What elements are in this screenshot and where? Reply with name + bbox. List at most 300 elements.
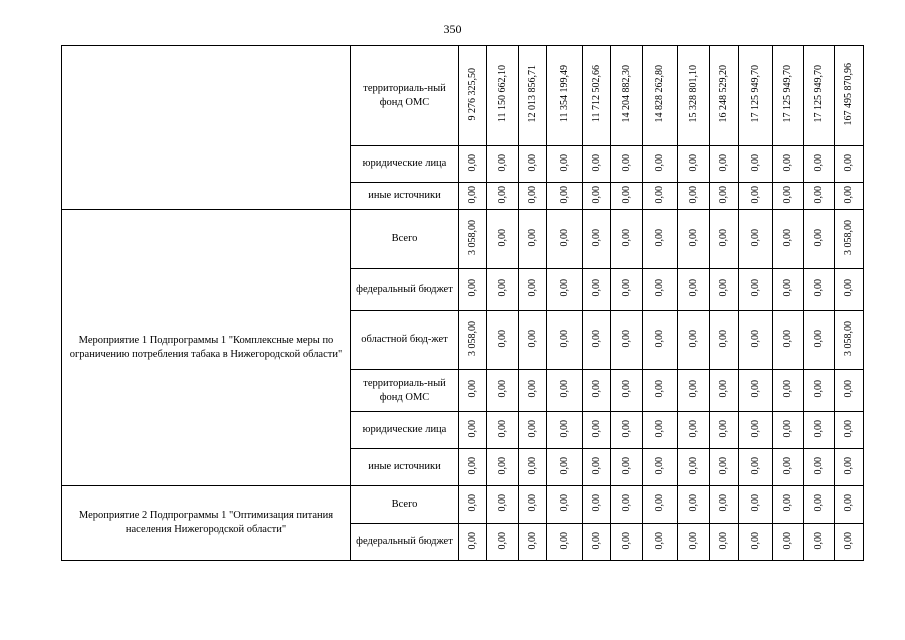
value-cell bbox=[611, 370, 643, 412]
value-text: 0,00 bbox=[526, 228, 538, 247]
value-cell bbox=[835, 210, 864, 269]
value-text: 0,00 bbox=[620, 494, 632, 512]
value-text: 0,00 bbox=[654, 380, 665, 398]
value-cell bbox=[487, 210, 519, 269]
value-cell bbox=[583, 46, 611, 146]
value-cell bbox=[487, 412, 519, 449]
value-cell bbox=[710, 524, 739, 561]
value-text: 0,00 bbox=[718, 456, 729, 475]
value-cell bbox=[804, 146, 835, 183]
value-cell bbox=[487, 269, 519, 311]
value-cell bbox=[804, 311, 835, 370]
value-text: 0,00 bbox=[590, 494, 602, 512]
funding-source-cell: юридические лица bbox=[351, 146, 459, 183]
value-text: 0,00 bbox=[813, 279, 824, 297]
value-cell bbox=[583, 210, 611, 269]
value-cell bbox=[773, 449, 804, 486]
value-cell bbox=[643, 486, 678, 524]
funding-source-cell: территориаль-ный фонд ОМС bbox=[351, 46, 459, 146]
funding-source-cell: областной бюд-жет bbox=[351, 311, 459, 370]
value-text: 0,00 bbox=[749, 456, 761, 475]
value-cell bbox=[611, 183, 643, 210]
value-text: 0,00 bbox=[782, 185, 793, 204]
value-cell bbox=[459, 412, 487, 449]
value-text: 0,00 bbox=[687, 185, 699, 204]
value-text: 167 495 870,96 bbox=[843, 62, 854, 126]
value-cell bbox=[611, 486, 643, 524]
value-text: 0,00 bbox=[590, 531, 602, 550]
value-text: 3 058,00 bbox=[843, 220, 854, 255]
value-cell bbox=[643, 183, 678, 210]
value-text: 0,00 bbox=[654, 329, 665, 348]
value-text: 11 150 662,10 bbox=[496, 65, 508, 123]
measure-name-cell: Мероприятие 1 Подпрограммы 1 "Комплексные меры по ограничению потребления табака в Нижегородской области" bbox=[62, 210, 351, 486]
value-cell bbox=[547, 524, 583, 561]
value-text: 0,00 bbox=[749, 531, 761, 550]
value-cell bbox=[804, 524, 835, 561]
value-cell bbox=[835, 183, 864, 210]
value-cell bbox=[739, 311, 773, 370]
value-cell bbox=[804, 486, 835, 524]
value-cell bbox=[547, 449, 583, 486]
value-cell bbox=[583, 524, 611, 561]
value-text: 0,00 bbox=[558, 494, 570, 512]
value-cell bbox=[835, 370, 864, 412]
value-text: 0,00 bbox=[749, 228, 761, 247]
value-text: 0,00 bbox=[466, 380, 478, 398]
budget-table bbox=[61, 45, 864, 561]
value-text: 0,00 bbox=[496, 279, 508, 297]
funding-source-cell: иные источники bbox=[351, 449, 459, 486]
value-cell bbox=[773, 146, 804, 183]
value-text: 0,00 bbox=[782, 153, 793, 172]
value-text: 0,00 bbox=[843, 456, 854, 475]
value-cell bbox=[547, 210, 583, 269]
value-cell bbox=[643, 311, 678, 370]
value-cell bbox=[459, 370, 487, 412]
value-text: 0,00 bbox=[782, 494, 793, 512]
value-cell bbox=[519, 449, 547, 486]
value-text: 0,00 bbox=[749, 494, 761, 512]
value-cell bbox=[678, 210, 710, 269]
value-text: 0,00 bbox=[813, 329, 824, 348]
value-cell bbox=[739, 146, 773, 183]
value-cell bbox=[547, 183, 583, 210]
value-cell bbox=[739, 412, 773, 449]
value-text: 0,00 bbox=[496, 456, 508, 475]
value-text: 0,00 bbox=[782, 279, 793, 297]
value-text: 0,00 bbox=[749, 380, 761, 398]
value-cell bbox=[487, 486, 519, 524]
value-text: 16 248 529,20 bbox=[718, 65, 729, 123]
value-cell bbox=[643, 210, 678, 269]
value-cell bbox=[773, 210, 804, 269]
value-cell bbox=[519, 486, 547, 524]
value-cell bbox=[459, 449, 487, 486]
funding-source-cell: Всего bbox=[351, 486, 459, 524]
value-text: 0,00 bbox=[590, 228, 602, 247]
value-text: 0,00 bbox=[718, 279, 729, 297]
value-text: 0,00 bbox=[843, 419, 854, 438]
value-text: 3 058,00 bbox=[466, 220, 478, 255]
value-cell bbox=[519, 46, 547, 146]
value-cell bbox=[519, 311, 547, 370]
table-row bbox=[62, 486, 864, 524]
value-cell bbox=[773, 183, 804, 210]
value-cell bbox=[459, 486, 487, 524]
value-text: 0,00 bbox=[654, 185, 665, 204]
value-cell bbox=[710, 183, 739, 210]
value-text: 0,00 bbox=[590, 279, 602, 297]
value-cell bbox=[804, 370, 835, 412]
value-text: 0,00 bbox=[466, 419, 478, 438]
value-text: 17 125 949,70 bbox=[749, 65, 761, 123]
value-text: 0,00 bbox=[843, 153, 854, 172]
value-text: 0,00 bbox=[687, 494, 699, 512]
value-text: 17 125 949,70 bbox=[782, 65, 793, 123]
value-cell bbox=[804, 46, 835, 146]
value-cell bbox=[583, 269, 611, 311]
value-text: 0,00 bbox=[718, 419, 729, 438]
value-text: 0,00 bbox=[687, 153, 699, 172]
value-cell bbox=[710, 46, 739, 146]
value-cell bbox=[710, 449, 739, 486]
value-cell bbox=[487, 46, 519, 146]
value-cell bbox=[487, 183, 519, 210]
value-text: 0,00 bbox=[466, 279, 478, 297]
value-text: 0,00 bbox=[813, 494, 824, 512]
value-text: 0,00 bbox=[687, 531, 699, 550]
value-cell bbox=[611, 146, 643, 183]
value-cell bbox=[547, 370, 583, 412]
value-cell bbox=[611, 46, 643, 146]
value-text: 11 354 199,49 bbox=[558, 65, 570, 123]
value-cell bbox=[678, 311, 710, 370]
value-text: 0,00 bbox=[526, 456, 538, 475]
value-text: 0,00 bbox=[718, 329, 729, 348]
page-number: 350 bbox=[443, 22, 462, 36]
value-text: 14 828 262,80 bbox=[654, 65, 665, 123]
value-text: 0,00 bbox=[687, 279, 699, 297]
value-text: 3 058,00 bbox=[466, 321, 478, 356]
funding-source-cell: Всего bbox=[351, 210, 459, 269]
value-cell bbox=[804, 210, 835, 269]
value-cell bbox=[547, 412, 583, 449]
value-text: 0,00 bbox=[782, 456, 793, 475]
value-text: 0,00 bbox=[466, 153, 478, 172]
value-text: 0,00 bbox=[558, 531, 570, 550]
value-cell bbox=[739, 210, 773, 269]
value-text: 14 204 882,30 bbox=[620, 65, 632, 123]
value-text: 0,00 bbox=[496, 153, 508, 172]
value-cell bbox=[835, 524, 864, 561]
table-row bbox=[62, 210, 864, 269]
value-cell bbox=[547, 46, 583, 146]
value-cell bbox=[835, 486, 864, 524]
value-text: 0,00 bbox=[654, 494, 665, 512]
value-text: 0,00 bbox=[526, 494, 538, 512]
value-text: 0,00 bbox=[813, 531, 824, 550]
value-cell bbox=[773, 412, 804, 449]
value-cell bbox=[739, 269, 773, 311]
value-text: 0,00 bbox=[813, 153, 824, 172]
value-text: 0,00 bbox=[620, 329, 632, 348]
value-text: 0,00 bbox=[590, 456, 602, 475]
funding-source-cell: федеральный бюджет bbox=[351, 524, 459, 561]
value-text: 0,00 bbox=[813, 380, 824, 398]
value-cell bbox=[547, 311, 583, 370]
value-cell bbox=[678, 486, 710, 524]
value-cell bbox=[710, 311, 739, 370]
value-cell bbox=[773, 46, 804, 146]
value-cell bbox=[519, 524, 547, 561]
value-cell bbox=[487, 449, 519, 486]
value-cell bbox=[459, 146, 487, 183]
measure-name-cell: Мероприятие 2 Подпрограммы 1 "Оптимизация питания населения Нижегородской области" bbox=[62, 486, 351, 561]
value-cell bbox=[773, 370, 804, 412]
value-text: 0,00 bbox=[718, 531, 729, 550]
value-cell bbox=[643, 269, 678, 311]
value-text: 0,00 bbox=[496, 419, 508, 438]
value-text: 0,00 bbox=[749, 185, 761, 204]
value-text: 0,00 bbox=[620, 531, 632, 550]
value-cell bbox=[643, 370, 678, 412]
value-cell bbox=[739, 370, 773, 412]
value-cell bbox=[547, 486, 583, 524]
value-text: 0,00 bbox=[590, 153, 602, 172]
value-text: 12 013 856,71 bbox=[526, 65, 538, 123]
value-cell bbox=[773, 524, 804, 561]
value-cell bbox=[611, 210, 643, 269]
value-cell bbox=[710, 370, 739, 412]
value-cell bbox=[710, 146, 739, 183]
value-cell bbox=[678, 269, 710, 311]
value-text: 0,00 bbox=[590, 380, 602, 398]
value-text: 0,00 bbox=[496, 380, 508, 398]
value-text: 0,00 bbox=[620, 185, 632, 204]
value-text: 0,00 bbox=[782, 531, 793, 550]
value-text: 0,00 bbox=[496, 531, 508, 550]
value-cell bbox=[804, 269, 835, 311]
value-cell bbox=[643, 146, 678, 183]
value-text: 0,00 bbox=[718, 185, 729, 204]
value-cell bbox=[773, 311, 804, 370]
value-text: 0,00 bbox=[496, 185, 508, 204]
value-cell bbox=[459, 524, 487, 561]
value-cell bbox=[710, 210, 739, 269]
value-cell bbox=[611, 449, 643, 486]
value-cell bbox=[487, 370, 519, 412]
value-cell bbox=[678, 524, 710, 561]
funding-source-cell: федеральный бюджет bbox=[351, 269, 459, 311]
value-cell bbox=[643, 524, 678, 561]
value-cell bbox=[519, 146, 547, 183]
value-text: 0,00 bbox=[654, 456, 665, 475]
value-text: 0,00 bbox=[466, 531, 478, 550]
value-text: 0,00 bbox=[526, 185, 538, 204]
funding-source-cell: юридические лица bbox=[351, 412, 459, 449]
funding-source-cell: иные источники bbox=[351, 183, 459, 210]
value-text: 0,00 bbox=[590, 419, 602, 438]
value-text: 0,00 bbox=[526, 380, 538, 398]
value-text: 0,00 bbox=[843, 279, 854, 297]
value-cell bbox=[547, 269, 583, 311]
value-text: 0,00 bbox=[654, 153, 665, 172]
value-cell bbox=[459, 210, 487, 269]
table-row bbox=[62, 46, 864, 146]
value-text: 0,00 bbox=[558, 380, 570, 398]
value-cell bbox=[583, 146, 611, 183]
value-text: 0,00 bbox=[687, 380, 699, 398]
value-text: 0,00 bbox=[687, 329, 699, 348]
value-cell bbox=[678, 449, 710, 486]
value-text: 9 276 325,50 bbox=[466, 67, 478, 121]
value-text: 0,00 bbox=[749, 279, 761, 297]
value-cell bbox=[583, 183, 611, 210]
value-cell bbox=[487, 311, 519, 370]
value-cell bbox=[773, 269, 804, 311]
value-text: 0,00 bbox=[590, 329, 602, 348]
value-cell bbox=[739, 486, 773, 524]
value-text: 0,00 bbox=[843, 531, 854, 550]
value-text: 3 058,00 bbox=[843, 321, 854, 356]
value-cell bbox=[739, 46, 773, 146]
value-text: 0,00 bbox=[558, 279, 570, 297]
value-cell bbox=[459, 46, 487, 146]
value-text: 0,00 bbox=[654, 531, 665, 550]
value-text: 0,00 bbox=[749, 153, 761, 172]
value-text: 0,00 bbox=[526, 329, 538, 348]
value-cell bbox=[835, 311, 864, 370]
value-text: 0,00 bbox=[620, 419, 632, 438]
value-cell bbox=[804, 183, 835, 210]
value-text: 0,00 bbox=[687, 228, 699, 247]
value-cell bbox=[678, 412, 710, 449]
value-cell bbox=[583, 311, 611, 370]
value-text: 0,00 bbox=[558, 456, 570, 475]
funding-source-cell: территориаль-ный фонд ОМС bbox=[351, 370, 459, 412]
value-text: 0,00 bbox=[620, 153, 632, 172]
value-cell bbox=[804, 449, 835, 486]
value-text: 0,00 bbox=[590, 185, 602, 204]
value-text: 0,00 bbox=[496, 329, 508, 348]
value-cell bbox=[710, 269, 739, 311]
measure-name-cell bbox=[62, 46, 351, 210]
value-text: 0,00 bbox=[687, 419, 699, 438]
value-text: 0,00 bbox=[843, 494, 854, 512]
value-text: 0,00 bbox=[496, 228, 508, 247]
value-text: 0,00 bbox=[466, 185, 478, 204]
value-cell bbox=[643, 46, 678, 146]
value-text: 0,00 bbox=[843, 185, 854, 204]
value-text: 0,00 bbox=[654, 228, 665, 247]
value-text: 0,00 bbox=[620, 380, 632, 398]
value-cell bbox=[678, 370, 710, 412]
value-cell bbox=[459, 183, 487, 210]
value-text: 0,00 bbox=[749, 329, 761, 348]
value-text: 0,00 bbox=[558, 153, 570, 172]
value-text: 17 125 949,70 bbox=[813, 65, 824, 123]
value-cell bbox=[643, 412, 678, 449]
value-cell bbox=[739, 524, 773, 561]
value-cell bbox=[519, 370, 547, 412]
value-cell bbox=[739, 183, 773, 210]
value-text: 0,00 bbox=[782, 380, 793, 398]
value-cell bbox=[519, 269, 547, 311]
value-text: 0,00 bbox=[782, 419, 793, 438]
value-cell bbox=[459, 311, 487, 370]
value-text: 0,00 bbox=[620, 456, 632, 475]
value-cell bbox=[710, 412, 739, 449]
value-text: 0,00 bbox=[654, 279, 665, 297]
value-text: 0,00 bbox=[813, 456, 824, 475]
value-cell bbox=[583, 412, 611, 449]
value-cell bbox=[487, 146, 519, 183]
value-text: 0,00 bbox=[782, 329, 793, 348]
value-text: 0,00 bbox=[558, 419, 570, 438]
value-text: 0,00 bbox=[466, 456, 478, 475]
value-text: 0,00 bbox=[718, 380, 729, 398]
value-text: 0,00 bbox=[620, 279, 632, 297]
value-text: 0,00 bbox=[620, 228, 632, 247]
value-cell bbox=[678, 46, 710, 146]
value-cell bbox=[611, 311, 643, 370]
value-text: 15 328 801,10 bbox=[687, 65, 699, 123]
value-text: 11 712 502,66 bbox=[590, 65, 602, 123]
value-cell bbox=[487, 524, 519, 561]
value-text: 0,00 bbox=[687, 456, 699, 475]
value-text: 0,00 bbox=[558, 329, 570, 348]
value-text: 0,00 bbox=[526, 279, 538, 297]
value-cell bbox=[611, 412, 643, 449]
value-text: 0,00 bbox=[718, 153, 729, 172]
value-text: 0,00 bbox=[749, 419, 761, 438]
value-cell bbox=[583, 449, 611, 486]
value-text: 0,00 bbox=[718, 494, 729, 512]
value-cell bbox=[611, 524, 643, 561]
value-text: 0,00 bbox=[466, 494, 478, 512]
value-cell bbox=[739, 449, 773, 486]
value-text: 0,00 bbox=[654, 419, 665, 438]
value-cell bbox=[519, 183, 547, 210]
value-text: 0,00 bbox=[558, 228, 570, 247]
value-text: 0,00 bbox=[813, 228, 824, 247]
value-cell bbox=[835, 269, 864, 311]
value-cell bbox=[519, 412, 547, 449]
value-text: 0,00 bbox=[526, 419, 538, 438]
value-text: 0,00 bbox=[843, 380, 854, 398]
value-text: 0,00 bbox=[526, 531, 538, 550]
value-text: 0,00 bbox=[558, 185, 570, 204]
value-cell bbox=[710, 486, 739, 524]
value-cell bbox=[547, 146, 583, 183]
value-cell bbox=[678, 183, 710, 210]
value-cell bbox=[678, 146, 710, 183]
value-text: 0,00 bbox=[718, 228, 729, 247]
value-cell bbox=[835, 412, 864, 449]
value-text: 0,00 bbox=[496, 494, 508, 512]
value-cell bbox=[773, 486, 804, 524]
value-text: 0,00 bbox=[813, 419, 824, 438]
value-cell bbox=[611, 269, 643, 311]
value-cell bbox=[583, 370, 611, 412]
value-text: 0,00 bbox=[782, 228, 793, 247]
value-cell bbox=[643, 449, 678, 486]
value-text: 0,00 bbox=[813, 185, 824, 204]
value-cell bbox=[519, 210, 547, 269]
value-cell bbox=[583, 486, 611, 524]
value-text: 0,00 bbox=[526, 153, 538, 172]
